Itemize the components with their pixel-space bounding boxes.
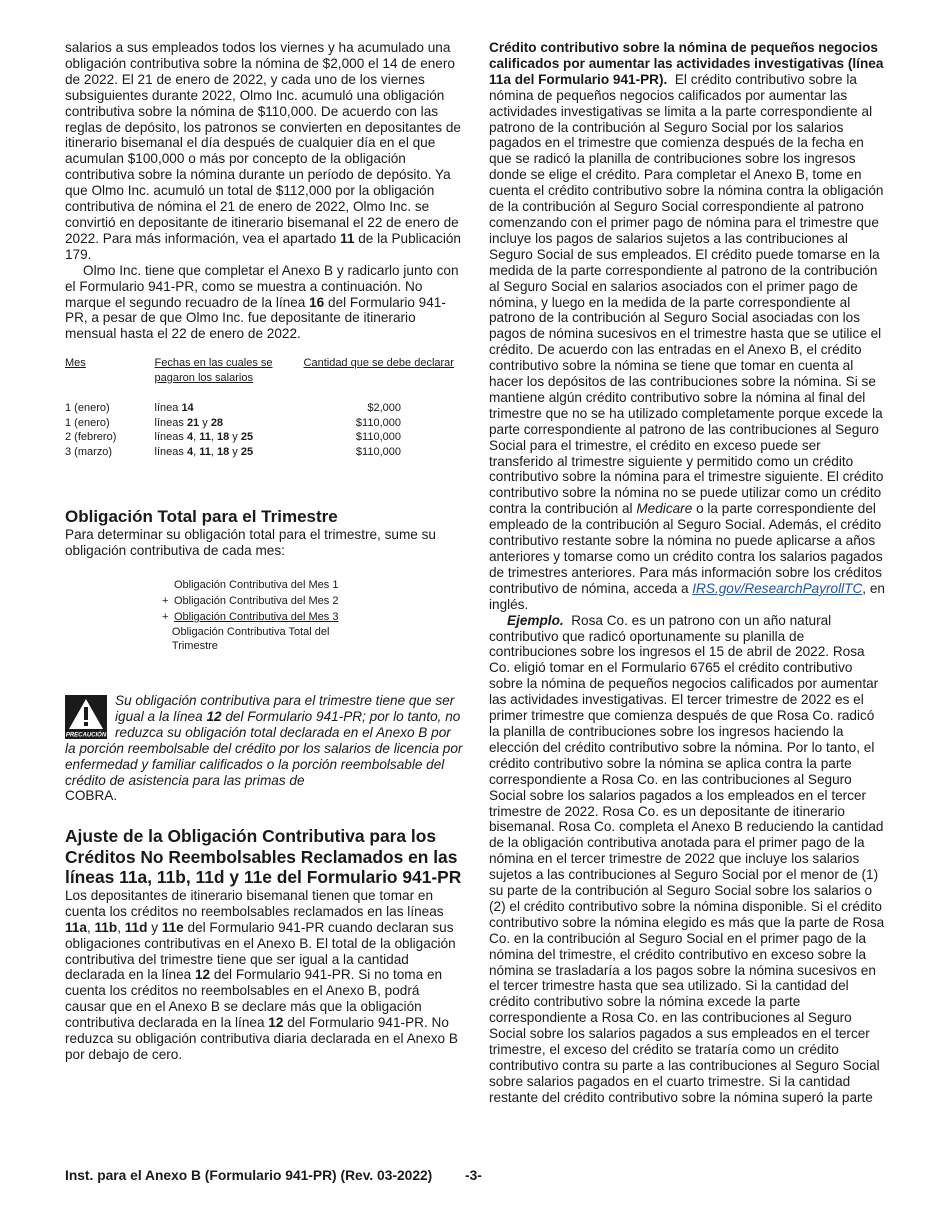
heading-ajuste: Ajuste de la Obligación Contributiva para los Créditos No Reembolsables Reclamados en las líneas 11a, 11b, 11d y 11e del Formulario 941-PR	[65, 826, 462, 888]
caution-warning-icon	[65, 695, 107, 739]
monthly-liability-table	[65, 356, 463, 459]
table-row: 2 (febrero) líneas 4, 11, 18 y 25 $110,000	[65, 431, 401, 444]
left-column	[65, 40, 463, 1063]
caution-note: PRECAUCIÓN Su obligación contributiva para el trimestre tiene que ser igual a la línea 12 del Formulario 941-PR; por lo tanto, no reduzca su obligación total declarada en el Anexo B por la porción reembolsable del crédito por los salarios de licencia por enfermedad y familiar calificados o la porción reembolsable del crédito de asistencia para las primas de COBRA.	[65, 693, 463, 804]
right-column	[489, 40, 887, 1106]
quarter-sum-box: Obligación Contributiva del Mes 1 + Obligación Contributiva del Mes 2 + Obligación Contributiva del Mes 3 Obligación Contributiva Total del Trimestre	[162, 577, 342, 653]
page-number: -3-	[465, 1168, 482, 1183]
heading-total-trimestre: Obligación Total para el Trimestre	[65, 507, 338, 527]
sum-line-total: Obligación Contributiva Total del Trimestre	[171, 626, 330, 653]
caution-label: PRECAUCIÓN	[65, 732, 107, 739]
table-row: 1 (enero) líneas 21 y 28 $110,000	[65, 416, 401, 429]
footer-title: Inst. para el Anexo B (Formulario 941-PR) (Rev. 03-2022)	[65, 1168, 433, 1183]
table-header-fechas: Fechas en las cuales se pagaron los salarios	[154, 357, 273, 384]
heading-credito-investigativo: Crédito contributivo sobre la nómina de pequeños negocios calificados por aumentar las actividades investigativas (línea 11a del Formulario 941-PR).	[489, 40, 884, 87]
sum-line-month-2: Obligación Contributiva del Mes 2	[174, 595, 339, 608]
paragraph-total-trimestre: Para determinar su obligación total para el trimestre, sume su obligación contributiva de cada mes:	[65, 527, 436, 559]
paragraph-credito-investigativo: Crédito contributivo sobre la nómina de pequeños negocios calificados por aumentar las actividades investigativas (línea 11a del Formulario 941-PR). El crédito contributivo sobre la nómina de pequeños negocios calificados por aumentar las actividades investigativas se limita a la parte correspondiente al patrono de la contribución al Seguro Social por los salarios pagados en el trimestre que comienza después de la fecha en que se radicó la planilla de contribuciones sobre los ingresos donde se elige el crédito. Para completar el Anexo B, tome en cuenta el crédito contributivo sobre la nómina contra la obligación de la contribución al Seguro Social correspondiente al patrono comenzando con el primer pago de nómina para el trimestre que incluye los pagos de salarios sujetos a las contribuciones al Seguro Social de sus empleados. El crédito puede tomarse en la medida de la parte correspondiente al patrono de la contribución al Seguro Social en salarios asociados con el primer pago de nómina, y luego en la medida de la parte correspondiente al patrono de la contribución al Seguro Social asociadas con los pagos de nómina sucesivos en el trimestre hasta que se utilice el crédito. De acuerdo con las entradas en el Anexo B, el crédito contributivo sobre la nómina se tiene que tomar en cuenta al hacer los depósitos de las contribuciones sobre la nómina. Si se mantiene algún crédito contributivo sobre la nómina al final del trimestre que no se ha utilizado completamente porque excede la parte correspondiente al patrono de las contribuciones al Seguro Social para el trimestre, el crédito en exceso puede ser transferido al trimestre siguiente y permitido como un crédito contributivo sobre la nómina para el trimestre siguiente. El crédito contributivo sobre la nómina no se puede utilizar como un crédito contra la contribución al Medicare o la parte correspondiente del empleado de la contribución al Seguro Social. Además, el crédito contributivo restante sobre la nómina no puede aplicarse a años anteriores y tomarse como un crédito contra los salarios pagados de trimestres anteriores. Para más información sobre los créditos contributivo de nómina, acceda a IRS.gov/ResearchPayrollTC, en inglés.	[489, 40, 885, 612]
paragraph-ejemplo: Ejemplo. Rosa Co. es un patrono con un año natural contributivo que radicó oportunamente su planilla de contribuciones sobre los ingresos el 15 de abril de 2022. Rosa Co. eligió tomar en el Formulario 6765 el crédito contributivo sobre la nómina de pequeños negocios calificados por aumentar las actividades investigativas. El tercer trimestre de 2022 es el primer trimestre que comienza después de que Rosa Co. radicó la planilla de contribuciones sobre los ingresos haciendo la elección del crédito contributivo sobre la nómina. Por lo tanto, el crédito contributivo sobre la nómina se aplica contra la parte correspondiente a Rosa Co. en las contribuciones al Seguro Social sobre los salarios pagados a los empleados en el tercer trimestre de 2022. Rosa Co. es un depositante de itinerario bisemanal. Rosa Co. completa el Anexo B reduciendo la cantidad de la obligación contributiva anotada para el primer pago de la nómina en el tercer trimestre de 2022 que incluye los salarios sujetos a las contribuciones al Seguro Social por el menor de (1) su parte de la contribución al Seguro Social sobre los salarios o (2) el crédito contributivo sobre la nómina disponible. Si el crédito contributivo sobre la nómina elegido es más que la parte de Rosa Co. en la contribución al Seguro Social en el primer pago de la nómina del trimestre, el crédito contributivo en exceso sobre la nómina se trasladaría a los pagos sobre la nómina sucesivos en el tercer trimestre hasta que sea utilizado. Si la cantidad del crédito contributivo sobre la nómina excede la parte correspondiente a Rosa Co. en las contribuciones al Seguro Social sobre los salarios pagados a sus empleados en el tercer trimestre, el exceso del crédito se trataría como un crédito contributivo contra su parte a las contribuciones al Seguro Social sobre salarios pagados en el cuarto trimestre. Si la cantidad restante del crédito contributivo sobre la nómina superó la parte	[489, 612, 885, 1105]
paragraph-olmo-anexo: Olmo Inc. tiene que completar el Anexo B y radicarlo junto con el Formulario 941-PR, como se muestra a continuación. No marque el segundo recuadro de la línea 16 del Formulario 941-PR, a pesar de que Olmo Inc. fue depositante de itinerario mensual hasta el 22 de enero de 2022.	[65, 262, 459, 342]
research-payroll-tc-link[interactable]: IRS.gov/ResearchPayrollTC	[692, 580, 863, 596]
table-row: 1 (enero) línea 14 $2,000	[65, 402, 401, 415]
paragraph-ajuste: Los depositantes de itinerario bisemanal tienen que tomar en cuenta los créditos no reembolsables reclamados en las líneas 11a, 11b, 11d y 11e del Formulario 941-PR cuando declaran sus obligaciones contributivas en el Anexo B. El total de la obligación contributiva del trimestre tiene que ser igual a la cantidad declarada en la línea 12 del Formulario 941-PR. Si no toma en cuenta los créditos no reembolsables en el Anexo B, podrá causar que en el Anexo B se declare más que la obligación contributiva declarada en la línea 12 del Formulario 941-PR. No reduzca su obligación contributiva diaria declarada en el Anexo B por debajo de cero.	[65, 887, 458, 1062]
sum-line-month-1: Obligación Contributiva del Mes 1	[174, 579, 339, 592]
paragraph-olmo-intro: salarios a sus empleados todos los viernes y ha acumulado una obligación contributiva sobre la nómina de $2,000 el 14 de enero de 2022. El 21 de enero de 2022, y cada uno de los viernes subsiguientes durante 2022, Olmo Inc. acumuló una obligación contributiva sobre la nómina de $110,000. De acuerdo con las reglas de depósito, los patronos se convierten en depositantes de itinerario bisemanal el día después de cualquier día en el que acumulan $100,000 o más por concepto de la obligación contributiva sobre la nómina durante un período de depósito. Ya que Olmo Inc. acumuló un total de $112,000 por la obligación contributiva de nómina el 21 de enero de 2022, Olmo Inc. se convirtió en depositante de itinerario bisemanal el 22 de enero de 2022. Para más información, vea el apartado 11 de la Publicación 179.	[65, 40, 461, 262]
table-header-cantidad: Cantidad que se debe declarar	[303, 357, 454, 370]
table-header-mes: Mes	[65, 357, 86, 370]
table-header-row	[65, 356, 463, 385]
page-footer	[65, 1168, 495, 1183]
sum-line-month-3: Obligación Contributiva del Mes 3	[174, 611, 339, 624]
table-row: 3 (marzo) líneas 4, 11, 18 y 25 $110,000	[65, 445, 401, 458]
